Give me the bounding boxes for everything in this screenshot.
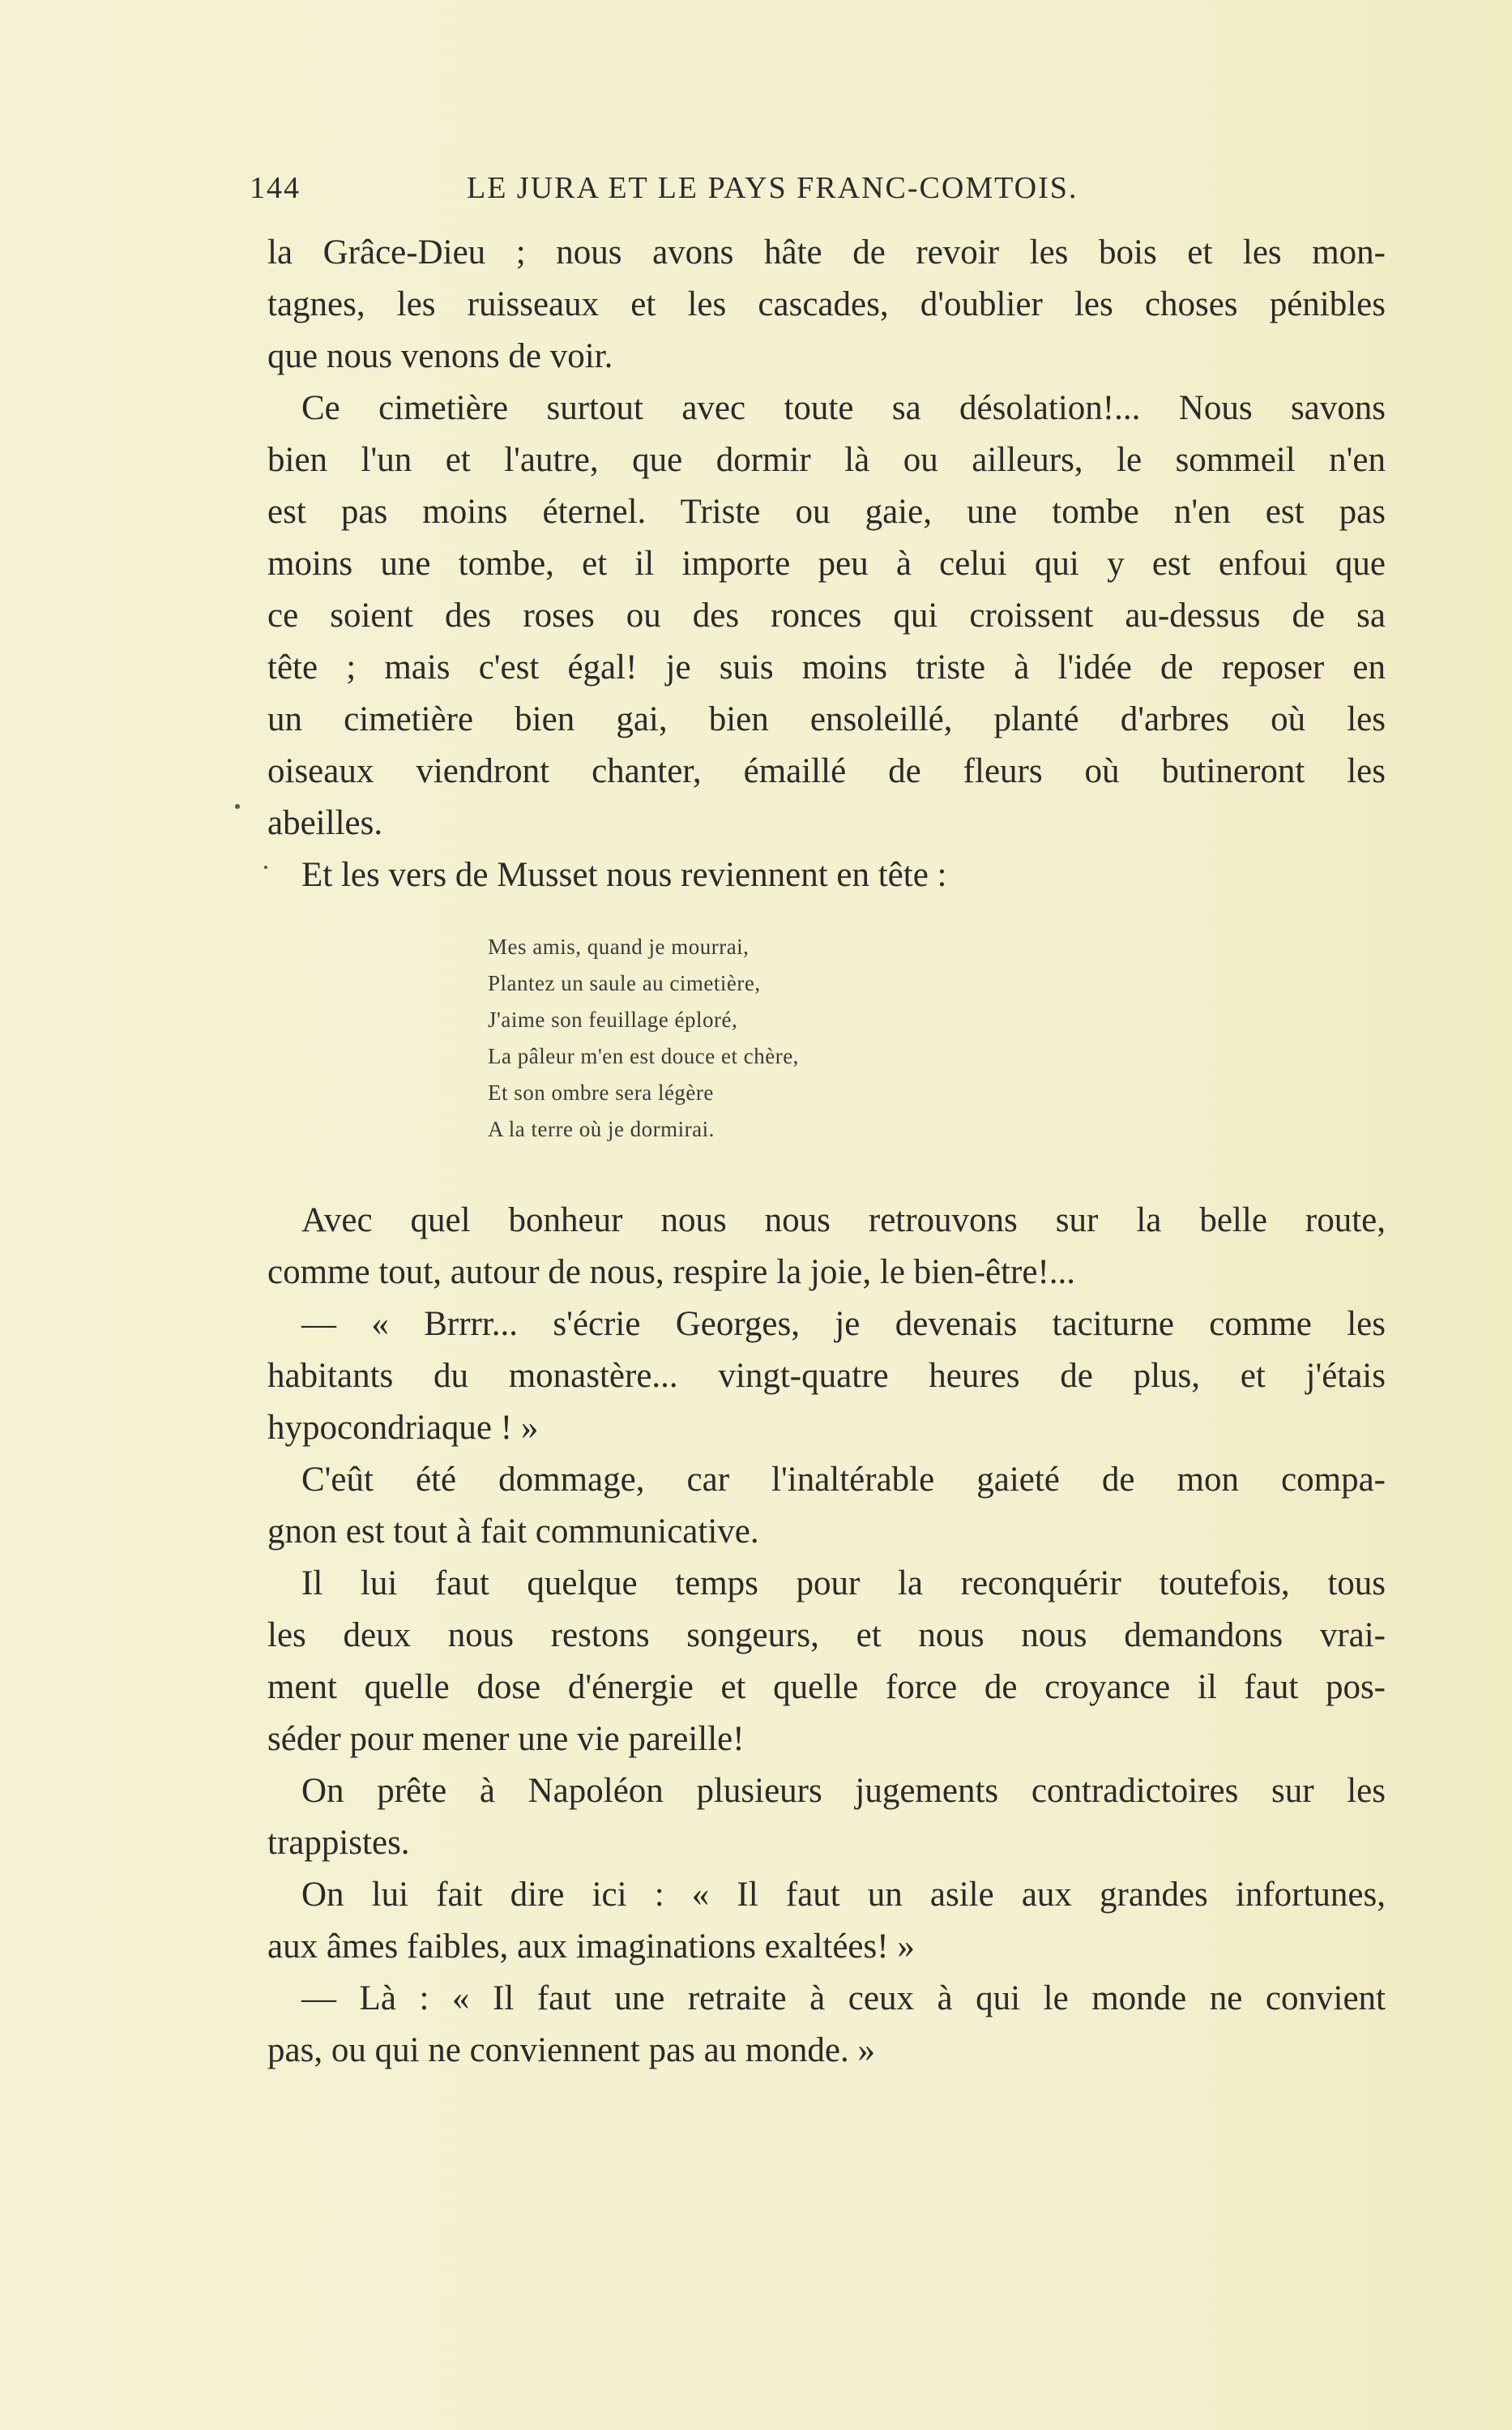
poem-line: Et son ombre sera légère — [488, 1080, 714, 1105]
poem-line: A la terre où je dormirai. — [488, 1117, 715, 1141]
text-line: On lui fait dire ici : « Il faut un asile aux grandes infortunes, — [301, 1876, 1386, 1914]
text-line: ment quelle dose d'énergie et quelle force de croyance il faut pos- — [267, 1668, 1386, 1706]
text-line: tête ; mais c'est égal! je suis moins triste à l'idée de reposer en — [267, 648, 1386, 687]
text-line: pas, ou qui ne conviennent pas au monde. » — [267, 2031, 875, 2069]
text-line: hypocondriaque ! » — [267, 1409, 539, 1447]
text-line: abeilles. — [267, 804, 383, 842]
page-number: 144 — [250, 171, 301, 205]
text-line: que nous venons de voir. — [267, 337, 613, 375]
text-line: les deux nous restons songeurs, et nous nous demandons vrai- — [267, 1616, 1386, 1654]
text-line: moins une tombe, et il importe peu à celui qui y est enfoui que — [267, 545, 1386, 583]
text-line: On prête à Napoléon plusieurs jugements contradictoires sur les — [301, 1772, 1386, 1810]
text-line: ce soient des roses ou des ronces qui croissent au-dessus de sa — [267, 597, 1386, 635]
text-line: Et les vers de Musset nous reviennent en tête : — [301, 856, 947, 894]
text-line: Avec quel bonheur nous nous retrouvons sur la belle route, — [301, 1201, 1386, 1239]
poem-line: J'aime son feuillage éploré, — [488, 1008, 738, 1032]
text-line: comme tout, autour de nous, respire la joie, le bien-être!... — [267, 1253, 1076, 1291]
text-line: un cimetière bien gai, bien ensoleillé, planté d'arbres où les — [267, 700, 1386, 738]
text-line: aux âmes faibles, aux imaginations exaltées! » — [267, 1927, 915, 1966]
text-line: — « Brrrr... s'écrie Georges, je devenais taciturne comme les — [301, 1305, 1386, 1343]
text-line: oiseaux viendront chanter, émaillé de fleurs où butineront les — [267, 752, 1386, 790]
page-header — [250, 170, 1198, 211]
text-line: tagnes, les ruisseaux et les cascades, d'oublier les choses pénibles — [267, 285, 1386, 323]
text-line: la Grâce-Dieu ; nous avons hâte de revoir les bois et les mon- — [267, 233, 1386, 272]
text-line: C'eût été dommage, car l'inaltérable gaieté de mon compa- — [301, 1461, 1386, 1499]
running-title: LE JURA ET LE PAYS FRANC-COMTOIS. — [467, 171, 1078, 205]
poem-line: Mes amis, quand je mourrai, — [488, 935, 750, 959]
margin-mark — [264, 866, 267, 869]
text-line: habitants du monastère... vingt-quatre heures de plus, et j'étais — [267, 1357, 1386, 1395]
text-line: est pas moins éternel. Triste ou gaie, une tombe n'en est pas — [267, 493, 1386, 531]
margin-mark — [235, 804, 240, 809]
text-line: Il lui faut quelque temps pour la reconquérir toutefois, tous — [301, 1564, 1386, 1602]
text-line: trappistes. — [267, 1824, 410, 1862]
text-line: — Là : « Il faut une retraite à ceux à qui le monde ne convient — [301, 1979, 1386, 2017]
text-line: séder pour mener une vie pareille! — [267, 1720, 745, 1758]
text-line: gnon est tout à fait communicative. — [267, 1512, 759, 1551]
text-line: Ce cimetière surtout avec toute sa désolation!... Nous savons — [301, 389, 1386, 427]
text-line: bien l'un et l'autre, que dormir là ou ailleurs, le sommeil n'en — [267, 441, 1386, 479]
poem-line: La pâleur m'en est douce et chère, — [488, 1044, 799, 1068]
poem-line: Plantez un saule au cimetière, — [488, 971, 761, 995]
